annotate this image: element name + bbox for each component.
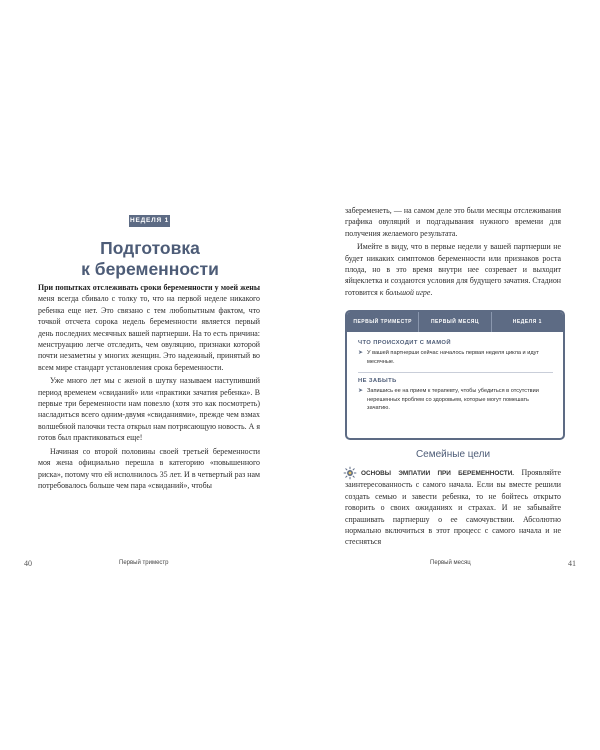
right-body-top <box>345 205 561 298</box>
right-paragraph-3-text: Проявляйте заинтересованность с самого начала. Если вы вместе решили создать семью и завести ребенка, то не бойтесь открыто говорить о своих ожиданиях и страхах. И не забывайте спрашивать партнершу о ее самочувствии. Абсолютно нормально включиться в этот процесс с самого начала и не стесняться <box>345 468 561 547</box>
left-body <box>38 282 260 491</box>
left-paragraph-1-text: меня всегда сбивало с толку то, что на первой неделе никакого ребенка еще нет. Это связано с тем любопытным фактом, что точкой отсчета сорока недель беременности является первый день последних месячных вашей партнерши. На то есть причина: менструацию легче отследить, чем овуляцию, признаки которой почти незаметны у многих женщин. Это надежный, принятый во всем мире стандарт установления срока беременности. <box>38 294 260 372</box>
info-divider <box>358 372 553 373</box>
chapter-badge: НЕДЕЛЯ 1 <box>129 215 170 227</box>
chapter-title-line2: к беременности <box>81 259 219 279</box>
info-section-mom-title: ЧТО ПРОИСХОДИТ С МАМОЙ <box>358 340 451 346</box>
left-paragraph-3: Начиная со второй половины своей третьей беременности моя жена официально перешла в категорию «повышенного риска», потому что ей исполнилось 35 лет. И в четвертый раз нам потребовалось больше чем пара «свиданий», чтобы <box>38 446 260 490</box>
info-box-col-week: НЕДЕЛЯ 1 <box>512 319 542 325</box>
left-paragraph-1-lead: При попытках отслеживать сроки беременности у моей жены <box>38 283 260 292</box>
running-head-left: Первый триместр <box>119 560 169 566</box>
page-number-right: 41 <box>568 559 576 568</box>
left-paragraph-2: Уже много лет мы с женой в шутку называем наступивший период временем «свиданий» или «практики зачатия ребенка». В первые три беременности нам повезло (хотя это как посмотреть) насладиться всего одним-двумя «свиданиями», прежде чем взмах волшебной палочки теста открыл нам потрясающую новость. А я готов был практиковаться еще! <box>38 376 260 443</box>
info-section-reminder-title: НЕ ЗАБЫТЬ <box>358 378 397 384</box>
page-number-left: 40 <box>24 559 32 568</box>
chapter-title <box>60 238 240 280</box>
right-paragraph-2 <box>345 241 561 298</box>
info-section-reminder-item <box>358 387 553 413</box>
right-paragraph-2-start: Имейте в виду, что в первые недели у вашей партнерши не будет никаких симптомов беременности или признаков роста плода, но в это время внутри нее созревает и выходит яйцеклетка и создаются условия для будущего зачатия. Стадион готовится <box>345 242 561 297</box>
info-box-header <box>347 312 563 332</box>
info-box <box>345 310 565 440</box>
info-box-col-month: ПЕРВЫЙ МЕСЯЦ <box>419 312 491 332</box>
chevron-right-icon: ➤ <box>358 388 364 394</box>
right-paragraph-1: забеременеть, — на самом деле это были месяцы отслеживания графика овуляций и подгадывания нужного времени для получения желаемого результата. <box>345 206 561 238</box>
right-body-bottom <box>345 467 561 548</box>
right-paragraph-3-lead: ОСНОВЫ ЭМПАТИИ ПРИ БЕРЕМЕННОСТИ. <box>361 470 515 477</box>
chevron-right-icon: ➤ <box>358 350 364 356</box>
info-section-reminder-text: Запишись ее на прием к терапевту, чтобы убедиться в отсутствии нерешенных проблем со здоровьем, которые могут помешать зачатию. <box>367 388 539 411</box>
info-section-mom-item <box>358 349 553 366</box>
section-title-family-goals: Семейные цели <box>415 449 491 460</box>
left-paragraph-1 <box>38 282 260 373</box>
right-paragraph-3 <box>345 467 561 548</box>
right-paragraph-2-end: . <box>430 287 433 297</box>
info-section-mom-text: У вашей партнерши сейчас началось первая неделя цикла и идут месячные. <box>367 350 539 365</box>
right-paragraph-2-emphasis: к большой игре <box>379 287 431 297</box>
running-head-right: Первый месяц <box>430 560 471 566</box>
chapter-title-line1: Подготовка <box>100 238 200 258</box>
info-box-col-trimester: ПЕРВЫЙ ТРИМЕСТР <box>347 312 419 332</box>
